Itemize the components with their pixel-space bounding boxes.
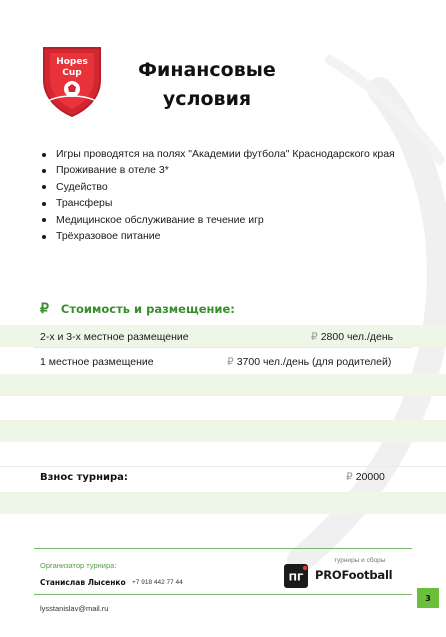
logo-text-line1: Hopes [56,57,88,67]
list-item: Трансферы [40,195,395,211]
footer-divider [34,548,412,549]
table-band [0,492,446,514]
table-row-label: 2-х и 3-х местное размещение [40,331,189,343]
fee-amount: 20000 [355,471,385,483]
page-title [112,56,302,114]
pricing-heading-label: Стоимость и размещение: [60,301,235,316]
list-item: Медицинское обслуживание в течение игр [40,212,395,228]
price-value: 3700 чел./день (для родителей) [236,356,392,368]
fee-label: Взнос турнира: [40,472,128,483]
profootball-logo-icon [284,564,308,588]
fee-value [346,471,385,483]
page-title-line2: условия [162,88,252,110]
organizer-email[interactable]: lysstanislav@mail.ru [40,604,109,613]
page-title-line1: Финансовые [138,59,276,81]
pricing-heading [40,300,235,317]
price-value: 2800 чел./день [320,331,394,343]
list-item: Судейство [40,179,395,195]
logo-text-line2: Cup [62,68,82,78]
table-band [0,420,446,442]
row-divider [34,347,412,348]
ruble-icon: ₽ [311,331,318,343]
ruble-icon: ₽ [346,471,353,483]
list-item: Игры проводятся на полях "Академии футбола" Краснодарского края [40,146,395,162]
organizer-name: Станислав Лысенко [40,578,126,587]
organizer-phone[interactable]: +7 918 442 77 44 [132,579,183,586]
table-row-value [227,356,391,368]
table-row-value [311,331,393,343]
ruble-icon: ₽ [227,356,234,368]
organizer-caption: Организатор турнира: [40,561,117,570]
list-item: Проживание в отеле 3* [40,162,395,178]
brand-tagline: турниры и сборы [334,557,386,564]
page-number-badge: 3 [417,588,439,608]
table-band [0,374,446,396]
list-item: Трёхразовое питание [40,228,395,244]
hopes-cup-logo [40,44,104,118]
footer-divider [34,594,412,595]
ruble-icon: ₽ [40,300,49,316]
brand-name: PROFootball [315,568,393,582]
table-row-label: 1 местное размещение [40,356,154,368]
conditions-list [40,146,395,244]
brand-mark-text: ПГ [288,572,304,584]
row-divider [0,466,446,467]
